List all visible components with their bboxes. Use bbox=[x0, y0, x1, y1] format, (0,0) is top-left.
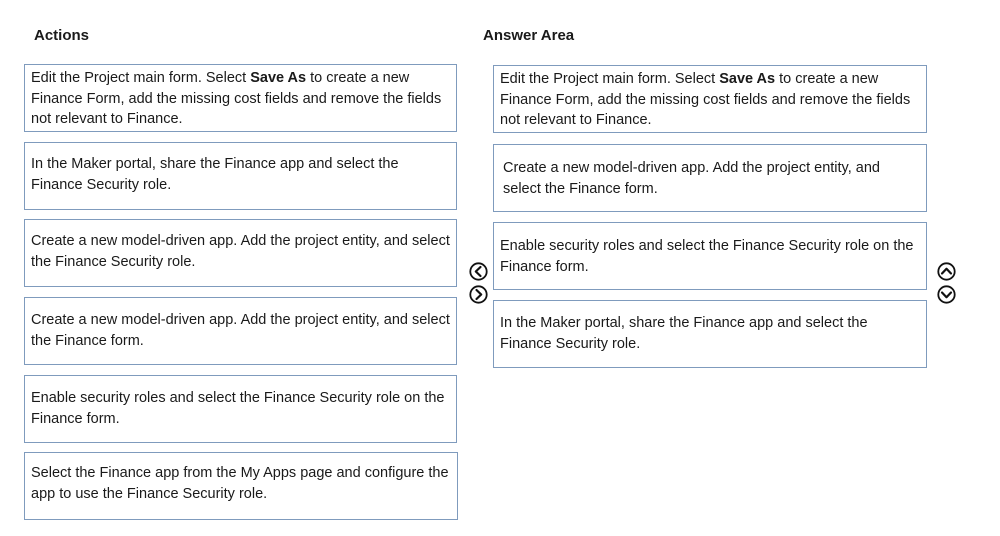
action-text: Edit the Project main form. Select bbox=[31, 70, 251, 86]
move-left-button[interactable] bbox=[469, 262, 488, 281]
move-down-button[interactable] bbox=[937, 285, 956, 304]
answer-card[interactable] bbox=[493, 222, 927, 290]
action-text-bold: Save As bbox=[250, 70, 307, 86]
action-text: Select the Finance app from the My Apps page and configure the app to use the Finance Security role. bbox=[31, 465, 449, 502]
chevron-down-circle-icon bbox=[937, 285, 956, 304]
chevron-left-circle-icon bbox=[469, 262, 488, 281]
answer-text: Create a new model-driven app. Add the project entity, and select the Finance form. bbox=[503, 160, 880, 197]
answer-card[interactable] bbox=[493, 144, 927, 212]
action-card[interactable] bbox=[24, 142, 457, 210]
actions-heading: Actions bbox=[34, 27, 90, 44]
answer-area-heading: Answer Area bbox=[483, 27, 575, 44]
answer-text: to create a new Finance Form, add the missing cost fields and remove the fields not relevant to Finance. bbox=[500, 71, 911, 128]
answer-card[interactable] bbox=[493, 65, 927, 133]
action-text: Enable security roles and select the Finance Security role on the Finance form. bbox=[31, 390, 445, 427]
action-text: In the Maker portal, share the Finance app and select the Finance Security role. bbox=[31, 156, 399, 193]
answer-card[interactable] bbox=[493, 300, 927, 368]
move-up-button[interactable] bbox=[937, 262, 956, 281]
action-card[interactable] bbox=[24, 219, 457, 287]
action-text: Create a new model-driven app. Add the project entity, and select the Finance Security role. bbox=[31, 233, 450, 270]
action-card[interactable] bbox=[24, 375, 457, 443]
move-right-button[interactable] bbox=[469, 285, 488, 304]
chevron-up-circle-icon bbox=[937, 262, 956, 281]
answer-text: Edit the Project main form. Select bbox=[500, 71, 720, 87]
action-card[interactable] bbox=[24, 297, 457, 365]
action-card[interactable] bbox=[24, 64, 457, 132]
answer-text: In the Maker portal, share the Finance app and select the Finance Security role. bbox=[500, 315, 868, 352]
answer-text: Enable security roles and select the Finance Security role on the Finance form. bbox=[500, 238, 914, 275]
action-card[interactable] bbox=[24, 452, 458, 520]
answer-text-bold: Save As bbox=[719, 71, 776, 87]
chevron-right-circle-icon bbox=[469, 285, 488, 304]
action-text: Create a new model-driven app. Add the project entity, and select the Finance form. bbox=[31, 312, 450, 349]
action-text: to create a new Finance Form, add the missing cost fields and remove the fields not relevant to Finance. bbox=[31, 70, 442, 127]
